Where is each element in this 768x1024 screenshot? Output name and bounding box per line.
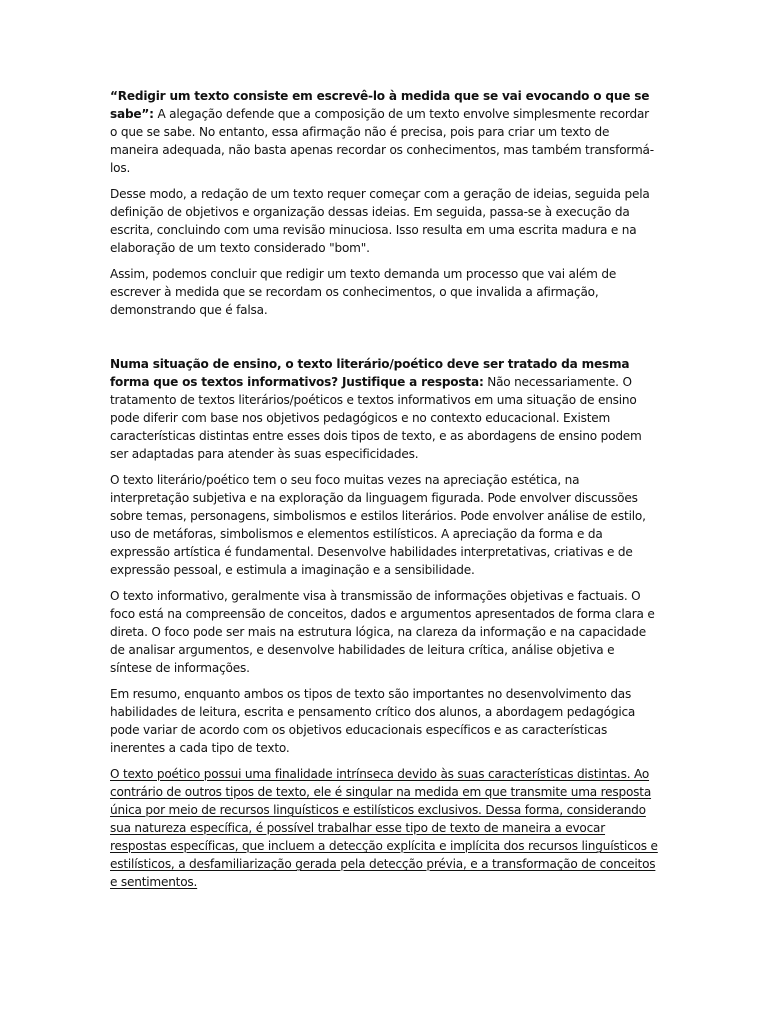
section2-question: Numa situação de ensino, o texto literário/poético deve ser tratado da mesma forma que os textos informativos? Justifique a resposta:	[110, 357, 630, 389]
section-gap	[110, 327, 658, 355]
section2-answer-start: Não necessariamente. O tratamento de textos literários/poéticos e textos informativos em uma situação de ensino pode diferir com base nos objetivos pedagógicos e no contexto educacional. Existem características distintas entre esses dois tipos de texto, e as abordagens de ensino podem ser adaptadas para atender às suas especificidades.	[110, 375, 642, 461]
section2-paragraph-3: Em resumo, enquanto ambos os tipos de texto são importantes no desenvolvimento das habilidades de leitura, escrita e pensamento crítico dos alunos, a abordagem pedagógica pode variar de acordo com os objetivos educacionais específicos e as características inerentes a cada tipo de texto.	[110, 687, 636, 755]
document-page	[110, 87, 658, 899]
section2-underlined-paragraph: O texto poético possui uma finalidade intrínseca devido às suas características distintas. Ao contrário de outros tipos de texto, ele é singular na medida em que transmite uma resposta única por meio de recursos linguísticos e estilísticos exclusivos. Dessa forma, considerando sua natureza específica, é possível trabalhar esse tipo de texto de maneira a evocar respostas específicas, que incluem a detecção explícita e implícita dos recursos linguísticos e estilísticos, a desfamiliarização gerada pela detecção prévia, e a transformação de conceitos e sentimentos.	[110, 767, 658, 889]
section2-paragraph-2: O texto informativo, geralmente visa à transmissão de informações objetivas e factuais. O foco está na compreensão de conceitos, dados e argumentos apresentados de forma clara e direta. O foco pode ser mais na estrutura lógica, na clareza da informação e na capacidade de analisar argumentos, e desenvolve habilidades de leitura crítica, análise objetiva e síntese de informações.	[110, 589, 655, 675]
section1-answer-start: A alegação defende que a composição de um texto envolve simplesmente recordar o que se sabe. No entanto, essa afirmação não é precisa, pois para criar um texto de maneira adequada, não basta apenas recordar os conhecimentos, mas também transformá-los.	[110, 107, 654, 175]
section2-intro-paragraph	[110, 355, 658, 463]
section2-paragraph-1: O texto literário/poético tem o seu foco muitas vezes na apreciação estética, na interpretação subjetiva e na exploração da linguagem figurada. Pode envolver discussões sobre temas, personagens, simbolismos e estilos literários. Pode envolver análise de estilo, uso de metáforas, simbolismos e elementos estilísticos. A apreciação da forma e da expressão artística é fundamental. Desenvolve habilidades interpretativas, criativas e de expressão pessoal, e estimula a imaginação e a sensibilidade.	[110, 473, 646, 577]
section1-paragraph-1: Desse modo, a redação de um texto requer começar com a geração de ideias, seguida pela definição de objetivos e organização dessas ideias. Em seguida, passa-se à execução da escrita, concluindo com uma revisão minuciosa. Isso resulta em uma escrita madura e na elaboração de um texto considerado "bom".	[110, 187, 650, 255]
section1-question: “Redigir um texto consiste em escrevê-lo à medida que se vai evocando o que se sabe”:	[110, 89, 650, 121]
section1-paragraph-2: Assim, podemos concluir que redigir um texto demanda um processo que vai além de escrever à medida que se recordam os conhecimentos, o que invalida a afirmação, demonstrando que é falsa.	[110, 267, 617, 317]
section1-intro-paragraph	[110, 87, 658, 177]
